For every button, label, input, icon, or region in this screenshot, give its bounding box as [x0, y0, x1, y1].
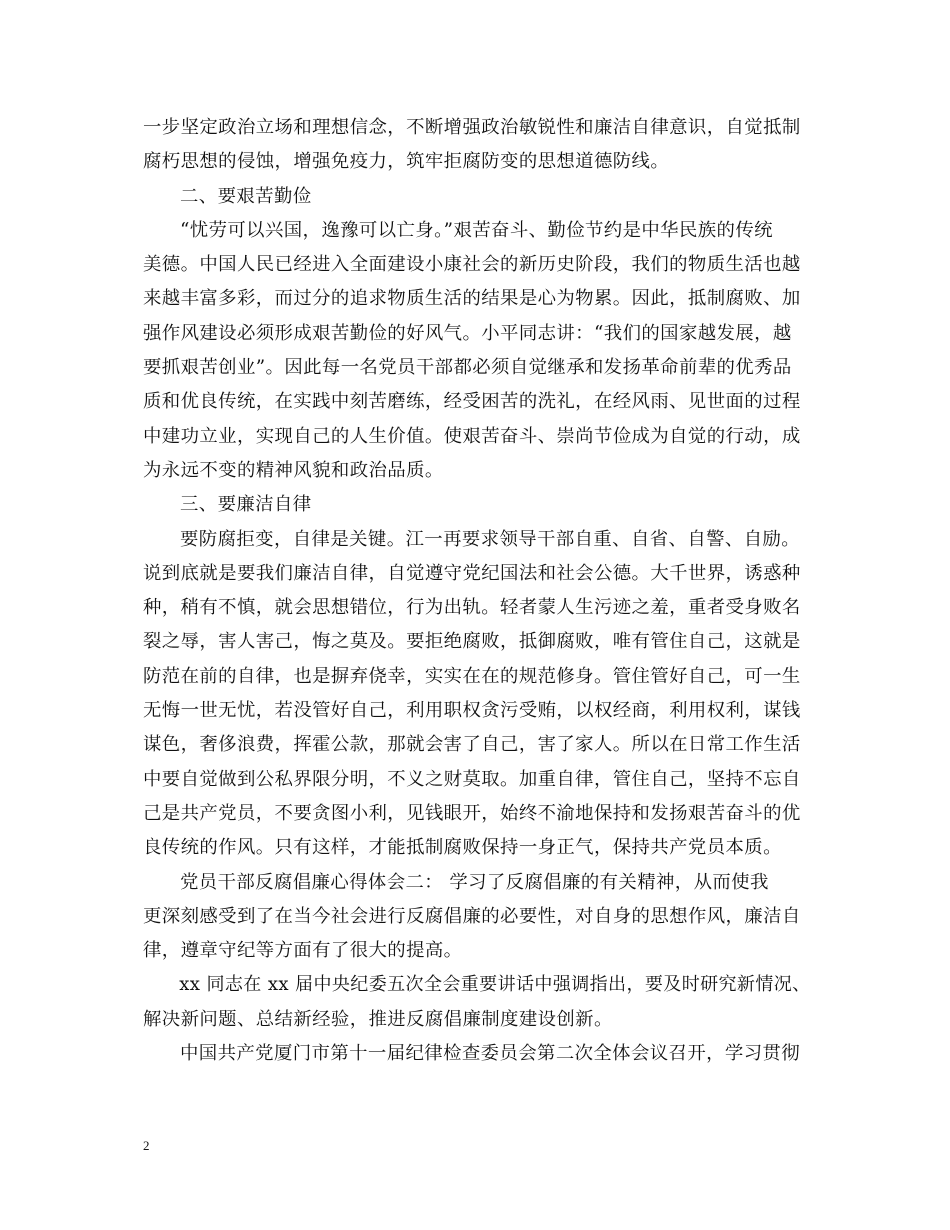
- text-line: 一步坚定政治立场和理想信念，不断增强政治敏锐性和廉洁自律意识，自觉抵制: [143, 117, 801, 138]
- text-line: 来越丰富多彩，而过分的追求物质生活的结果是心为物累。因此，抵制腐败、加: [143, 288, 801, 310]
- text-line: 解决新问题、总结新经验，推进反腐倡廉制度建设创新。: [143, 1008, 613, 1030]
- text-line: 防范在前的自律，也是摒弃侥幸，实实在在的规范修身。管住管好自己，可一生: [143, 665, 801, 687]
- text-line: 为永远不变的精神风貌和政治品质。: [143, 459, 444, 481]
- text-line: 中建功立业，实现自己的人生价值。使艰苦奋斗、崇尚节俭成为自觉的行动，成: [143, 425, 801, 447]
- page-number: 2: [143, 1138, 150, 1153]
- text-line: “忧劳可以兴国，逸豫可以亡身。”艰苦奋斗、勤俭节约是中华民族的传统: [180, 219, 773, 241]
- text-line: 中国共产党厦门市第十一届纪律检查委员会第二次全体会议召开，学习贯彻: [180, 1043, 801, 1065]
- text-line: 三、要廉洁自律: [180, 494, 312, 516]
- text-line: 腐朽思想的侵蚀，增强免疫力，筑牢拒腐防变的思想道德防线。: [143, 151, 670, 173]
- text-line: 美德。中国人民已经进入全面建设小康社会的新历史阶段，我们的物质生活也越: [143, 254, 801, 276]
- text-line: 要抓艰苦创业”。因此每一名党员干部都必须自觉继承和发扬革命前辈的优秀品: [143, 357, 792, 379]
- text-line: 党员干部反腐倡廉心得体会二： 学习了反腐倡廉的有关精神，从而使我: [180, 871, 769, 893]
- text-line: 裂之辱，害人害己，悔之莫及。要拒绝腐败，抵御腐败，唯有管住自己，这就是: [143, 631, 801, 653]
- text-line: 更深刻感受到了在当今社会进行反腐倡廉的必要性，对自身的思想作风，廉洁自: [143, 905, 801, 927]
- text-line: 说到底就是要我们廉洁自律，自觉遵守党纪国法和社会公德。大千世界，诱惑种: [143, 562, 801, 584]
- text-line: 质和优良传统，在实践中刻苦磨练，经受困苦的洗礼，在经风雨、见世面的过程: [143, 391, 801, 413]
- text-line: 律，遵章守纪等方面有了很大的提高。: [143, 940, 463, 962]
- text-line: 要防腐拒变，自律是关键。江一再要求领导干部自重、自省、自警、自励。: [180, 528, 801, 550]
- text-line: 无悔一世无忧，若没管好自己，利用职权贪污受贿，以权经商，利用权利，谋钱: [143, 700, 801, 722]
- text-line: 中要自觉做到公私界限分明，不义之财莫取。加重自律，管住自己，坚持不忘自: [143, 768, 801, 790]
- text-line: 谋色，奢侈浪费，挥霍公款，那就会害了自己，害了家人。所以在日常工作生活: [143, 734, 801, 756]
- document-body: [143, 111, 811, 1071]
- text-line: 强作风建设必须形成艰苦勤俭的好风气。小平同志讲：“我们的国家越发展，越: [143, 322, 792, 344]
- text-line: 良传统的作风。只有这样，才能抵制腐败保持一身正气，保持共产党员本质。: [143, 837, 782, 859]
- text-line: 二、要艰苦勤俭: [180, 185, 312, 207]
- text-line: 己是共产党员，不要贪图小利，见钱眼开，始终不渝地保持和发扬艰苦奋斗的优: [143, 802, 801, 824]
- text-line: 种，稍有不慎，就会思想错位，行为出轨。轻者蒙人生污迹之羞，重者受身败名: [143, 597, 801, 619]
- text-line: xx 同志在 xx 届中央纪委五次全会重要讲话中强调指出，要及时研究新情况、: [179, 974, 811, 996]
- body-text: [143, 111, 811, 1071]
